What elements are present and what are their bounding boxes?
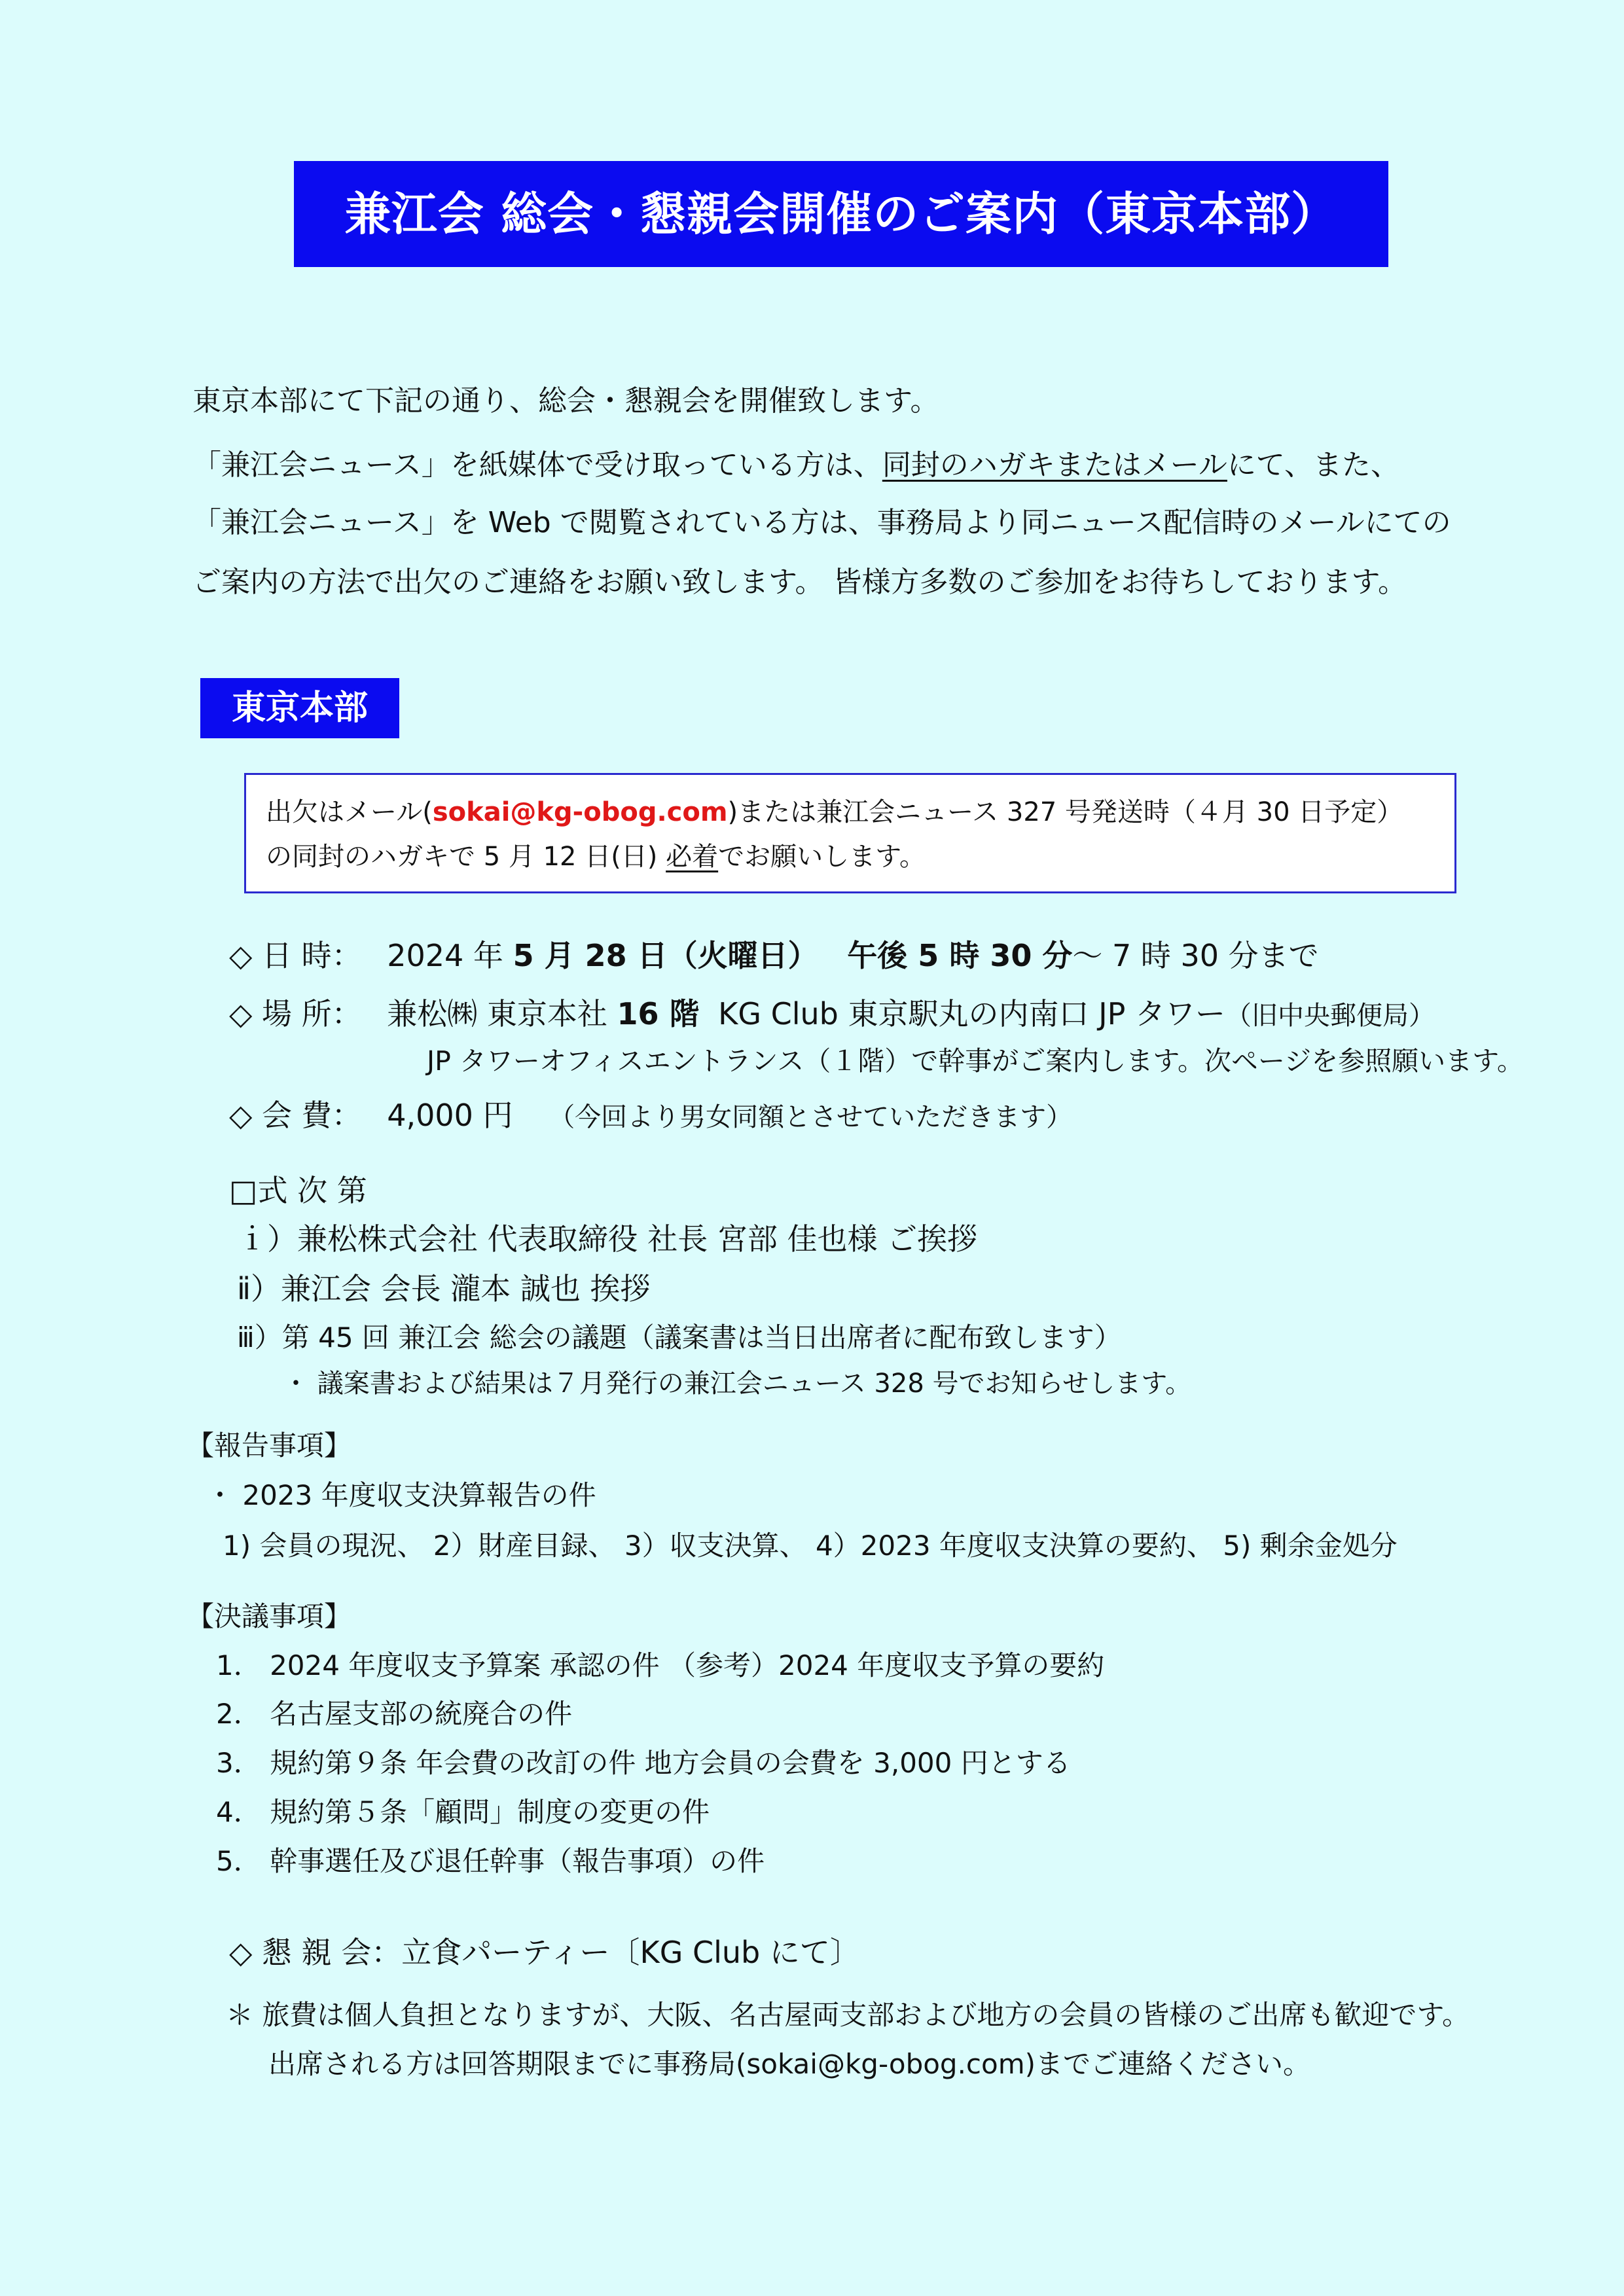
- datetime-row: [229, 937, 1319, 975]
- program-item-1: ｉ）兼松株式会社 代表取締役 社長 宮部 佳也様 ご挨拶: [237, 1221, 978, 1257]
- place-row: [229, 995, 1435, 1035]
- place-building: 兼松㈱ 東京本社: [387, 996, 607, 1031]
- datetime-label: ◇ 日 時：: [229, 938, 362, 973]
- notice-deadline-underlined: 必着: [666, 842, 719, 872]
- notice-text-b: )または兼江会ニュース 327 号発送時（４月 30 日予定）: [727, 797, 1403, 827]
- fee-row: [229, 1096, 1072, 1136]
- intro-line-2-underlined: 同封のハガキまたはメール: [882, 448, 1227, 482]
- notice-line-1: [266, 796, 1403, 829]
- notice-text-c: の同封のハガキで 5 月 12 日(日): [266, 842, 666, 872]
- intro-line-4: ご案内の方法で出欠のご連絡をお願い致します。 皆様方多数のご参加をお待ちしております。: [192, 565, 1407, 599]
- intro-line-2: [192, 447, 1399, 484]
- notice-line-2: [266, 840, 926, 873]
- fee-label: ◇ 会 費：: [229, 1098, 362, 1133]
- footnote-line-2: 出席される方は回答期限までに事務局(sokai@kg-obog.com)までご連絡ください。: [268, 2048, 1311, 2080]
- page-title: 兼江会 総会・懇親会開催のご案内（東京本部）: [294, 161, 1388, 267]
- rsvp-notice-box: [244, 773, 1456, 893]
- resolution-item-3: 3． 規約第９条 年会費の改訂の件 地方会員の会費を 3,000 円とする: [216, 1747, 1071, 1779]
- intro-line-3: 「兼江会ニュース」を Web で閲覧されている方は、事務局より同ニュース配信時のメールにての: [192, 506, 1451, 539]
- intro-line-1: 東京本部にて下記の通り、総会・懇親会を開催致します。: [192, 384, 939, 418]
- resolution-item-5: 5． 幹事選任及び退任幹事（報告事項）の件: [216, 1845, 765, 1877]
- notice-text-a: 出欠はメール(: [266, 797, 433, 827]
- place-note: （旧中央郵便局）: [1225, 1001, 1435, 1031]
- datetime-date: 5 月 28 日（火曜日）: [513, 938, 818, 973]
- program-item-2: ⅱ）兼江会 会長 瀧本 誠也 挨拶: [237, 1271, 651, 1306]
- place-label: ◇ 場 所：: [229, 996, 362, 1031]
- section-label: 東京本部: [200, 678, 399, 738]
- notice-text-d: でお願いします。: [718, 842, 926, 872]
- place-line-2: JP タワーオフィスエントランス（１階）で幹事がご案内します。次ページを参照願います。: [427, 1045, 1524, 1077]
- intro-line-2-start: 「兼江会ニュース」を紙媒体で受け取っている方は、: [192, 448, 882, 482]
- place-floor: 16 階: [617, 996, 700, 1031]
- program-sub-note: ・ 議案書および結果は７月発行の兼江会ニュース 328 号でお知らせします。: [283, 1369, 1192, 1399]
- footnote-line-1: ＊ 旅費は個人負担となりますが、大阪、名古屋両支部および地方の会員の皆様のご出席も歓迎です。: [226, 1999, 1470, 2031]
- program-heading: □式 次 第: [229, 1173, 367, 1208]
- program-item-3: ⅲ）第 45 回 兼江会 総会の議題（議案書は当日出席者に配布致します）: [237, 1321, 1122, 1354]
- intro-line-2-end: にて、また、: [1227, 448, 1400, 482]
- report-item: ・ 2023 年度収支決算報告の件: [206, 1479, 596, 1511]
- place-venue: KG Club 東京駅丸の内南口 JP タワー: [718, 996, 1226, 1031]
- fee-note: （今回より男女同額とさせていただきます）: [549, 1102, 1073, 1132]
- datetime-start-time: 午後 5 時 30 分: [847, 938, 1073, 973]
- notice-email-link[interactable]: sokai@kg-obog.com: [432, 797, 728, 827]
- resolution-item-1: 1． 2024 年度収支予算案 承認の件 （参考）2024 年度収支予算の要約: [216, 1649, 1105, 1681]
- report-sub-items: 1) 会員の現況、 2）財産目録、 3）収支決算、 4）2023 年度収支決算の要約、 5) 剰余金処分: [223, 1530, 1398, 1562]
- resolution-item-4: 4． 規約第５条「顧問」制度の変更の件: [216, 1796, 710, 1828]
- resolution-heading: 【決議事項】: [187, 1600, 352, 1632]
- party-row: ◇ 懇 親 会：立食パーティー〔KG Club にて〕: [229, 1935, 860, 1970]
- resolution-item-2: 2． 名古屋支部の統廃合の件: [216, 1698, 573, 1730]
- datetime-year: 2024 年: [387, 938, 503, 973]
- datetime-end-time: ～ 7 時 30 分まで: [1072, 938, 1319, 973]
- report-heading: 【報告事項】: [187, 1429, 352, 1462]
- fee-amount: 4,000 円: [387, 1098, 513, 1133]
